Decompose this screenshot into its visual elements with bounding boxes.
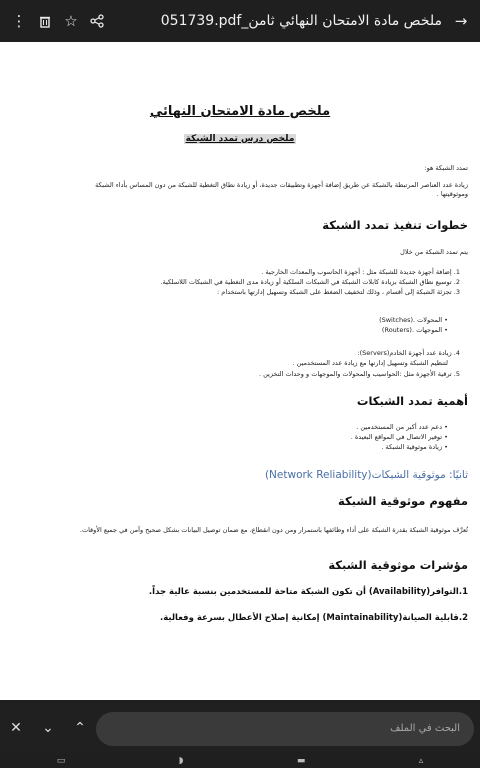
nav-icon[interactable]: ▵ <box>418 756 424 766</box>
arrow-right-icon[interactable]: → <box>454 12 468 30</box>
step-2: 2. توسيع نطاق الشبكة بزيادة كابلات الشبكة في الشبكات السلكية أو زيادة مدى التغطية في الشبكات اللاسلكية. <box>160 278 460 286</box>
list-item: • زيادة موثوقية الشبكة . <box>381 443 448 451</box>
bullet-remote: توفير الاتصال في المواقع البعيدة . <box>350 433 443 441</box>
bullet-reliability: زيادة موثوقية الشبكة . <box>381 443 443 451</box>
find-bar <box>0 704 480 752</box>
concept-text: تُعرَّف موثوقية الشبكة بقدرة الشبكة على أداء وظائفها باستمرار ومن دون انقطاع، مع ضمان توصيل البيانات بشكل صحيح وآمن في جميع الأوقات. <box>79 526 468 534</box>
step-4: 4. زيادة عدد أجهزة الخادم(Servers): <box>357 349 460 357</box>
nav-icon[interactable]: ▬ <box>296 756 306 766</box>
chevron-up-icon[interactable]: ⌃ <box>74 720 86 736</box>
app-bar <box>0 0 480 42</box>
trash-icon[interactable] <box>32 8 58 34</box>
subtitle <box>0 134 480 144</box>
close-icon[interactable]: ✕ <box>10 720 22 736</box>
pdf-page <box>0 42 480 700</box>
bullet-switches: المحولات .(Switches) <box>379 316 443 324</box>
list-item: • الموجهات .(Routers) <box>381 326 448 334</box>
bullet-users: دعم عدد أكبر من المستخدمين . <box>356 423 443 431</box>
indicators-heading: مؤشرات موثوقية الشبكة <box>328 558 468 572</box>
step-3: 3. تجزئة الشبكة إلى أقسام ، وذلك لتخفيف الضغط على الشبكة وتسهيل إدارتها باستخدام : <box>217 288 460 296</box>
nav-icon[interactable]: ▭ <box>56 756 66 766</box>
system-nav <box>0 756 480 768</box>
indicator-maintainability: 2.قابلية الصيانة(Maintainability) إمكانية إصلاح الأعطال بسرعة وفعالية. <box>159 613 468 623</box>
list-item: • دعم عدد أكبر من المستخدمين . <box>356 423 448 431</box>
chevron-down-icon[interactable]: ⌄ <box>42 720 54 736</box>
steps-intro: يتم تمدد الشبكة من خلال <box>400 248 468 256</box>
nav-icon[interactable]: ◗ <box>178 756 184 766</box>
indicator-availability: 1.التوافر(Availability) أن تكون الشبكة متاحة للمستخدمين بنسبة عالية جداً. <box>148 587 468 597</box>
share-icon[interactable] <box>84 8 110 34</box>
bullet-routers: الموجهات .(Routers) <box>381 326 443 334</box>
step-1: 1. إضافة أجهزة جديدة للشبكة مثل : أجهزة الحاسوب والمعدات الخارجية . <box>261 268 460 276</box>
definition-text: زيادة عدد العناصر المرتبطة بالشبكة عن طريق إضافة أجهزة وتطبيقات جديدة، أو زيادة نطاق التغطية للشبكة من دون المساس بأداء الشبكة وموثوقيتها . <box>95 181 468 198</box>
steps-heading: خطوات تنفيذ تمدد الشبكة <box>322 218 468 232</box>
list-item: • المحولات .(Switches) <box>379 316 448 324</box>
section-2-heading: ثانيًا: موثوقية الشبكات(Network Reliability) <box>264 469 468 481</box>
search-input[interactable]: البحث في الملف <box>96 712 474 746</box>
star-icon[interactable]: ☆ <box>64 12 78 30</box>
more-vertical-icon[interactable]: ⋮ <box>11 12 27 30</box>
document-title: 051739.pdf_ملخص مادة الامتحان النهائي ثامن <box>160 13 442 29</box>
main-title: ملخص مادة الامتحان النهائي <box>149 104 331 119</box>
importance-heading: أهمية تمدد الشبكات <box>356 394 468 408</box>
definition-label: تمدد الشبكة هو: <box>424 164 468 172</box>
subtitle-text: ملخص درس تمدد الشبكة <box>185 134 295 144</box>
list-item: • توفير الاتصال في المواقع البعيدة . <box>350 433 448 441</box>
step-4-detail: لتنظيم الشبكة وتسهيل إدارتها مع زيادة عدد المستخدمين . <box>292 359 448 367</box>
concept-heading: مفهوم موثوقية الشبكة <box>337 494 468 508</box>
step-5: 5. ترقية الأجهزة مثل :الحواسيب والمحولات والموجهات و وحدات التخزين . <box>258 370 460 378</box>
